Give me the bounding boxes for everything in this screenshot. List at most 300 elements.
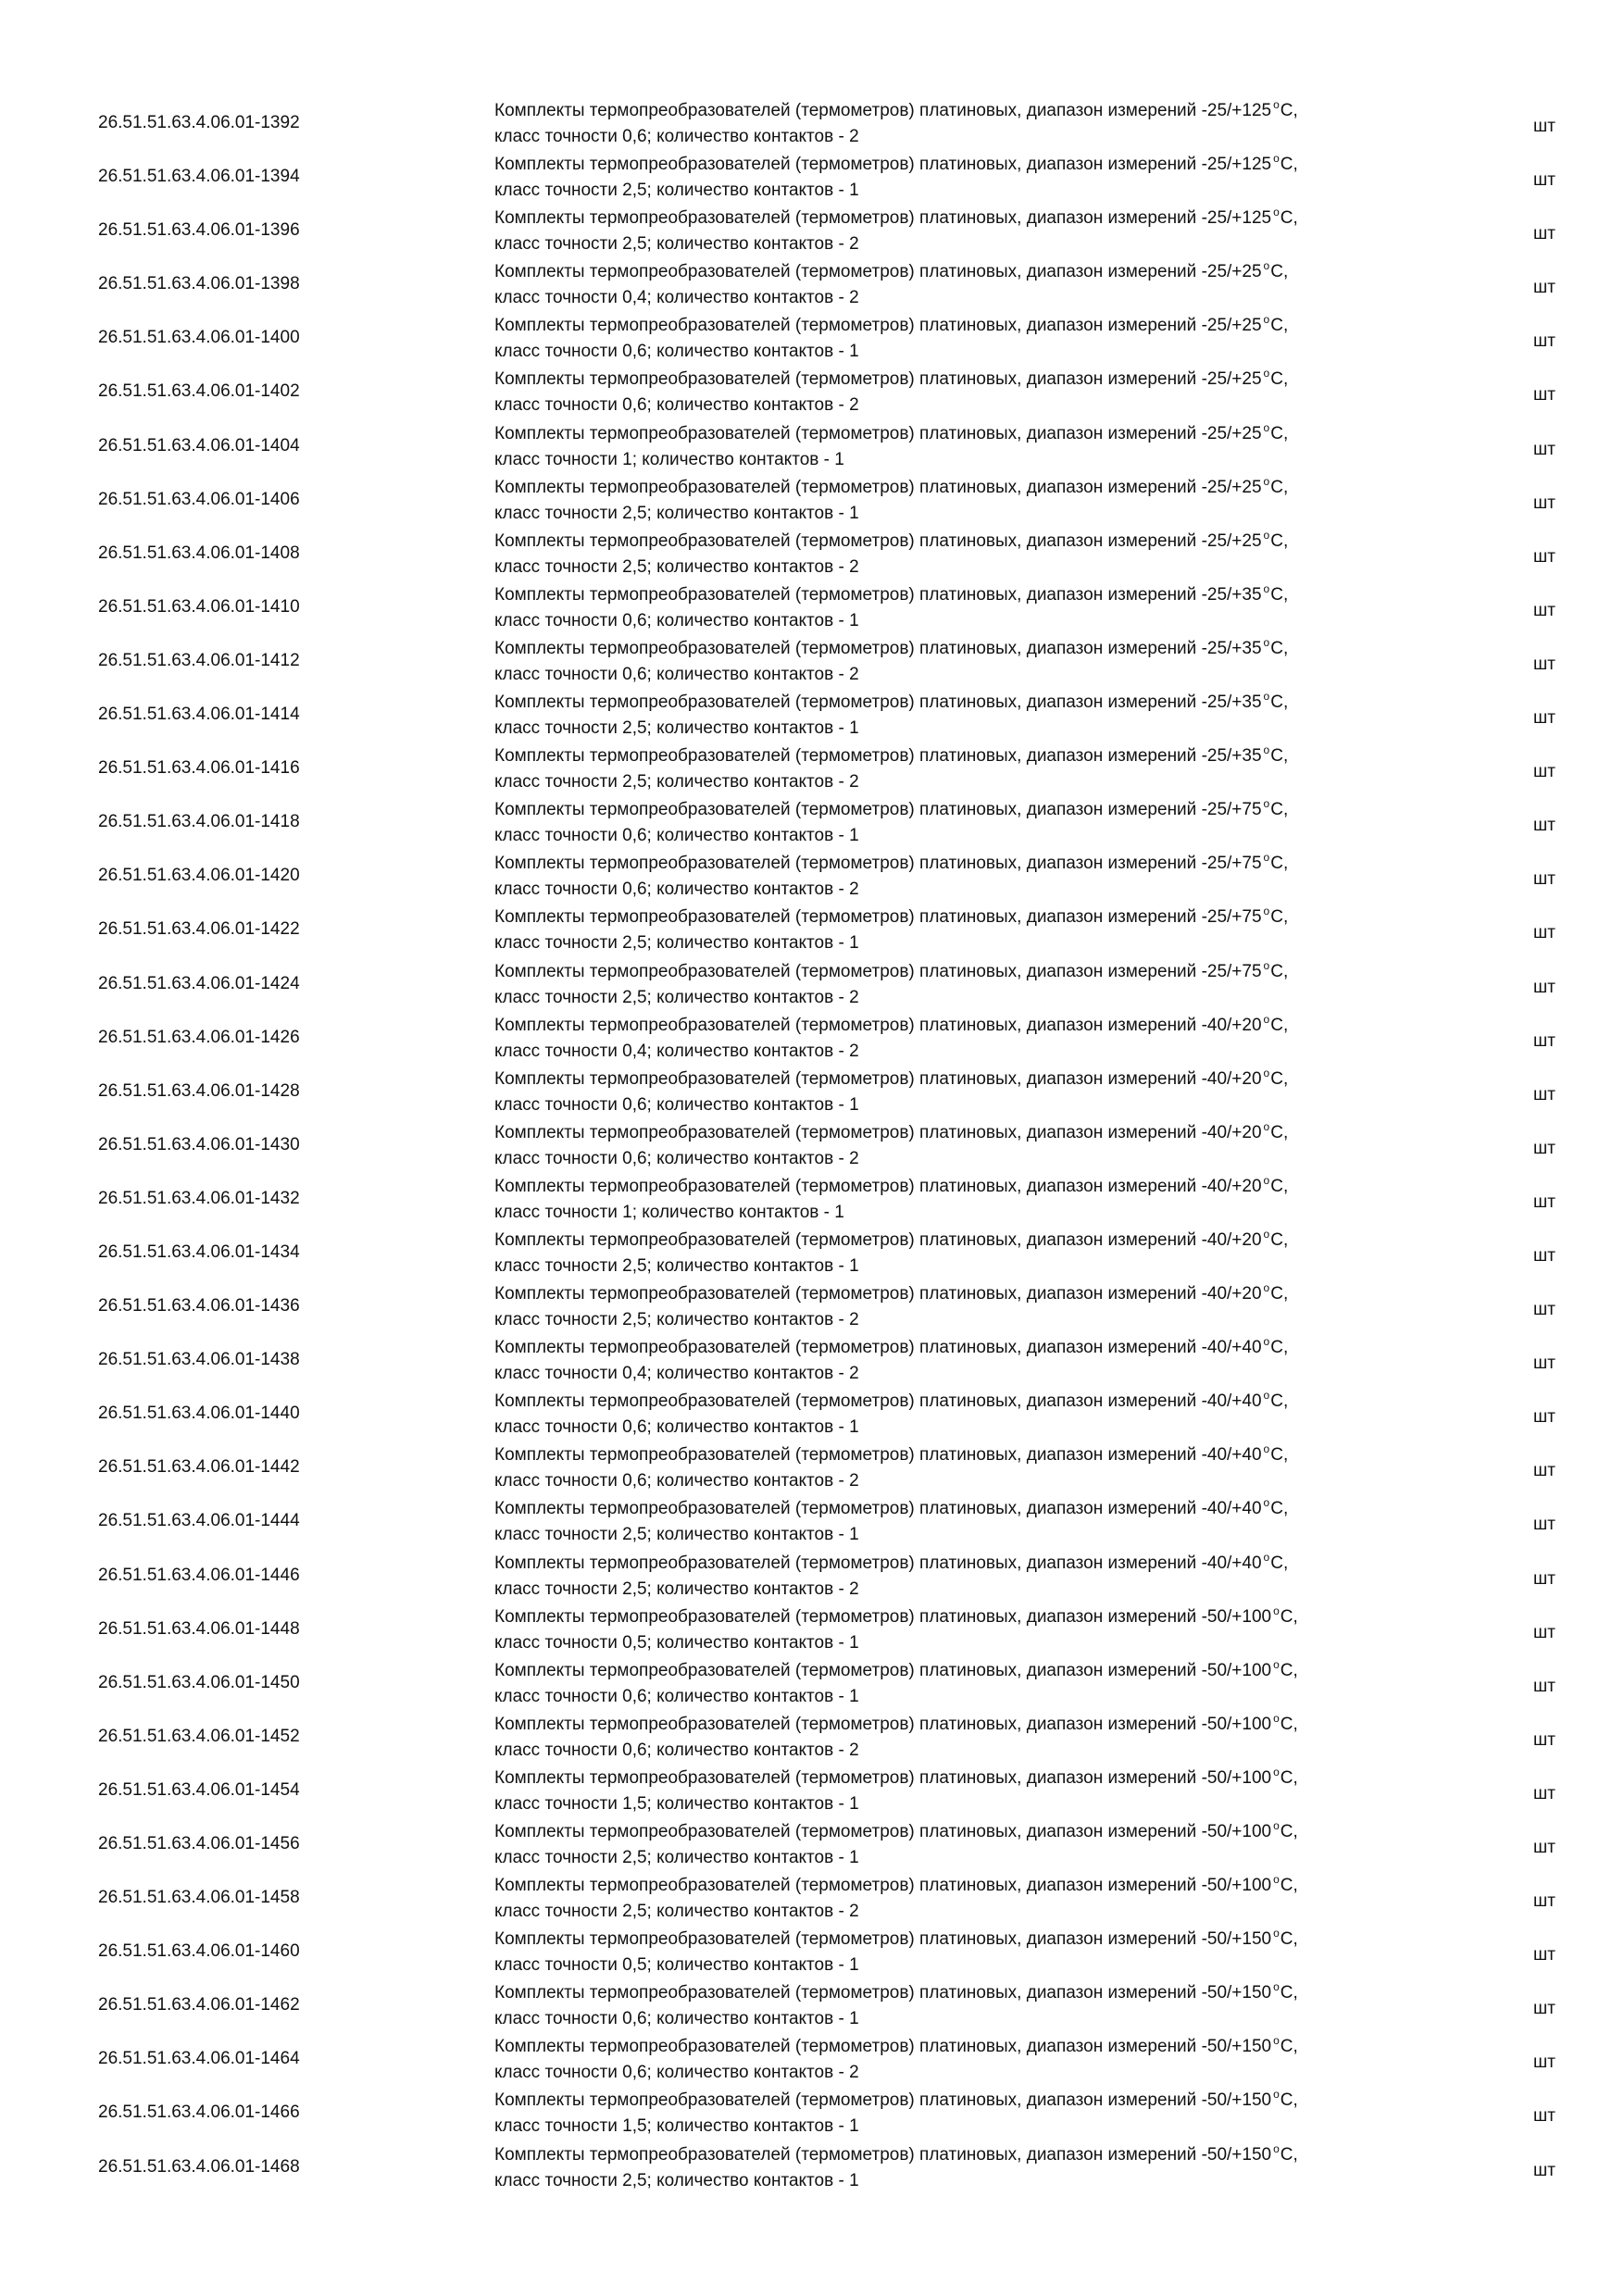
description-line-2: класс точности 0,6; количество контактов - 1: [494, 610, 859, 630]
table-row: [98, 1978, 1561, 2032]
degree-sign: o: [1263, 958, 1270, 972]
item-unit: шт: [1533, 977, 1555, 997]
table-row: [98, 1764, 1561, 1817]
description-line-1: [494, 2088, 1494, 2114]
item-code: 26.51.51.63.4.06.01-1442: [98, 1457, 300, 1478]
description-unit-text: C,: [1280, 2144, 1298, 2165]
description-range-text: Комплекты термопреобразователей (термометров) платиновых, диапазон измерений -25/+25: [494, 316, 1262, 336]
description-range-text: Комплекты термопреобразователей (термометров) платиновых, диапазон измерений -25/+75: [494, 854, 1262, 874]
item-unit: шт: [1533, 1676, 1555, 1696]
description-range-text: Комплекты термопреобразователей (термометров) платиновых, диапазон измерений -40/+20: [494, 1068, 1262, 1089]
description-line-1: [494, 1658, 1494, 1684]
description-line-1: [494, 582, 1494, 608]
item-description: [494, 1658, 1494, 1710]
degree-sign: o: [1273, 1980, 1280, 1994]
description-line-2: класс точности 2,5; количество контактов - 1: [494, 933, 859, 954]
item-unit: шт: [1533, 1945, 1555, 1965]
description-range-text: Комплекты термопреобразователей (термометров) платиновых, диапазон измерений -40/+20: [494, 1229, 1262, 1250]
degree-sign: o: [1273, 2088, 1280, 2102]
description-unit-text: C,: [1280, 1929, 1298, 1950]
item-unit: шт: [1533, 1407, 1555, 1428]
item-description: [494, 797, 1494, 849]
item-code: 26.51.51.63.4.06.01-1402: [98, 381, 300, 402]
description-range-text: Комплекты термопреобразователей (термометров) платиновых, диапазон измерений -50/+150: [494, 1929, 1272, 1950]
item-unit: шт: [1533, 1354, 1555, 1374]
description-line-2: класс точности 0,6; количество контактов - 2: [494, 127, 859, 146]
description-range-text: Комплекты термопреобразователей (термометров) платиновых, диапазон измерений -25/+35: [494, 638, 1262, 658]
degree-sign: o: [1263, 259, 1270, 273]
item-code: 26.51.51.63.4.06.01-1460: [98, 1941, 300, 1962]
description-line-1: [494, 690, 1494, 716]
degree-sign: o: [1273, 1657, 1280, 1671]
item-unit: шт: [1533, 1838, 1555, 1857]
table-row: [98, 903, 1561, 956]
degree-sign: o: [1263, 635, 1270, 649]
degree-sign: o: [1273, 1819, 1280, 1832]
degree-sign: o: [1273, 152, 1280, 166]
description-line-2: класс точности 0,5; количество контактов - 1: [494, 1632, 859, 1653]
item-description: [494, 582, 1494, 634]
degree-sign: o: [1263, 797, 1270, 811]
description-line-2: класс точности 2,5; количество контактов - 2: [494, 1902, 859, 1922]
degree-sign: o: [1273, 206, 1280, 219]
table-row: [98, 1656, 1561, 1710]
degree-sign: o: [1273, 2141, 1280, 2155]
item-unit: шт: [1533, 654, 1555, 674]
description-line-1: [494, 1228, 1494, 1254]
item-code: 26.51.51.63.4.06.01-1432: [98, 1188, 300, 1208]
description-line-2: класс точности 0,6; количество контактов - 2: [494, 395, 859, 416]
table-row: [98, 1333, 1561, 1387]
item-unit: шт: [1533, 493, 1555, 513]
item-unit: шт: [1533, 2160, 1555, 2180]
description-line-1: [494, 259, 1494, 285]
item-unit: шт: [1533, 331, 1555, 352]
item-code: 26.51.51.63.4.06.01-1416: [98, 758, 300, 779]
description-range-text: Комплекты термопреобразователей (термометров) платиновых, диапазон измерений -40/+20: [494, 1015, 1262, 1035]
description-unit-text: C,: [1270, 693, 1289, 713]
description-line-2: класс точности 2,5; количество контактов - 1: [494, 1525, 859, 1545]
description-line-1: [494, 1873, 1494, 1899]
table-row: [98, 2086, 1561, 2140]
description-line-1: [494, 1766, 1494, 1791]
description-line-2: класс точности 1; количество контактов - 1: [494, 1202, 844, 1222]
description-line-2: класс точности 0,4; количество контактов - 2: [494, 1364, 859, 1384]
description-line-2: класс точности 2,5; количество контактов - 1: [494, 181, 859, 201]
item-unit: шт: [1533, 1300, 1555, 1320]
description-range-text: Комплекты термопреобразователей (термометров) платиновых, диапазон измерений -25/+75: [494, 907, 1262, 928]
item-unit: шт: [1533, 1999, 1555, 2019]
description-line-2: класс точности 2,5; количество контактов - 2: [494, 772, 859, 792]
description-line-2: класс точности 0,6; количество контактов - 1: [494, 342, 859, 362]
item-code: 26.51.51.63.4.06.01-1404: [98, 435, 300, 455]
description-range-text: Комплекты термопреобразователей (термометров) платиновых, диапазон измерений -25/+125: [494, 208, 1272, 229]
description-unit-text: C,: [1270, 1284, 1289, 1304]
item-description: [494, 1980, 1494, 2032]
item-description: [494, 690, 1494, 742]
description-line-1: [494, 475, 1494, 501]
item-description: [494, 1551, 1494, 1603]
description-unit-text: C,: [1270, 1176, 1289, 1196]
table-row: [98, 1226, 1561, 1279]
table-row: [98, 1817, 1561, 1871]
item-unit: шт: [1533, 1138, 1555, 1158]
description-unit-text: C,: [1270, 1445, 1289, 1466]
description-unit-text: C,: [1270, 1015, 1289, 1035]
description-range-text: Комплекты термопреобразователей (термометров) платиновых, диапазон измерений -25/+25: [494, 423, 1262, 443]
table-row: [98, 150, 1561, 204]
degree-sign: o: [1263, 851, 1270, 865]
item-code: 26.51.51.63.4.06.01-1444: [98, 1511, 300, 1531]
description-unit-text: C,: [1270, 477, 1289, 497]
item-code: 26.51.51.63.4.06.01-1434: [98, 1242, 300, 1262]
item-table: [98, 96, 1561, 2194]
description-unit-text: C,: [1270, 1122, 1289, 1142]
item-unit: шт: [1533, 224, 1555, 244]
description-line-1: [494, 1819, 1494, 1845]
description-unit-text: C,: [1270, 1068, 1289, 1089]
description-range-text: Комплекты термопреобразователей (термометров) платиновых, диапазон измерений -40/+40: [494, 1338, 1262, 1358]
item-description: [494, 1873, 1494, 1925]
table-row: [98, 795, 1561, 849]
degree-sign: o: [1263, 581, 1270, 595]
description-line-2: класс точности 0,6; количество контактов - 1: [494, 1094, 859, 1115]
item-code: 26.51.51.63.4.06.01-1446: [98, 1565, 300, 1585]
description-line-2: класс точности 1; количество контактов - 1: [494, 449, 844, 469]
description-unit-text: C,: [1280, 1606, 1298, 1627]
description-line-1: [494, 959, 1494, 985]
degree-sign: o: [1263, 1335, 1270, 1349]
item-description: [494, 1281, 1494, 1333]
degree-sign: o: [1263, 1496, 1270, 1510]
degree-sign: o: [1263, 528, 1270, 542]
description-range-text: Комплекты термопреобразователей (термометров) платиновых, диапазон измерений -50/+100: [494, 1714, 1272, 1734]
item-description: [494, 1335, 1494, 1387]
item-unit: шт: [1533, 278, 1555, 298]
table-row: [98, 527, 1561, 580]
description-line-2: класс точности 0,6; количество контактов - 2: [494, 1740, 859, 1760]
item-code: 26.51.51.63.4.06.01-1418: [98, 812, 300, 832]
table-row: [98, 634, 1561, 688]
item-unit: шт: [1533, 439, 1555, 459]
description-line-2: класс точности 2,5; количество контактов - 1: [494, 2170, 859, 2190]
item-unit: шт: [1533, 1729, 1555, 1750]
description-line-1: [494, 1927, 1494, 1953]
description-range-text: Комплекты термопреобразователей (термометров) платиновых, диапазон измерений -25/+35: [494, 746, 1262, 767]
description-line-1: [494, 1551, 1494, 1577]
description-unit-text: C,: [1270, 800, 1289, 820]
description-line-2: класс точности 0,4; количество контактов - 2: [494, 1041, 859, 1061]
item-description: [494, 98, 1494, 150]
item-unit: шт: [1533, 1891, 1555, 1912]
degree-sign: o: [1273, 1765, 1280, 1778]
item-description: [494, 1389, 1494, 1441]
description-unit-text: C,: [1270, 423, 1289, 443]
table-row: [98, 1549, 1561, 1603]
description-line-2: класс точности 0,6; количество контактов - 1: [494, 1417, 859, 1438]
description-line-1: [494, 636, 1494, 662]
table-row: [98, 1441, 1561, 1494]
degree-sign: o: [1263, 1281, 1270, 1295]
table-row: [98, 1279, 1561, 1333]
description-line-2: класс точности 0,6; количество контактов - 1: [494, 826, 859, 846]
item-unit: шт: [1533, 762, 1555, 782]
item-description: [494, 1174, 1494, 1226]
item-code: 26.51.51.63.4.06.01-1398: [98, 274, 300, 294]
degree-sign: o: [1263, 474, 1270, 488]
description-range-text: Комплекты термопреобразователей (термометров) платиновых, диапазон измерений -40/+20: [494, 1122, 1262, 1142]
description-line-1: [494, 313, 1494, 339]
degree-sign: o: [1263, 420, 1270, 434]
table-row: [98, 1065, 1561, 1118]
description-line-1: [494, 1120, 1494, 1146]
item-description: [494, 2088, 1494, 2140]
item-code: 26.51.51.63.4.06.01-1458: [98, 1888, 300, 1908]
description-line-2: класс точности 2,5; количество контактов - 2: [494, 1310, 859, 1330]
description-range-text: Комплекты термопреобразователей (термометров) платиновых, диапазон измерений -50/+100: [494, 1606, 1272, 1627]
item-unit: шт: [1533, 2053, 1555, 2073]
description-range-text: Комплекты термопреобразователей (термометров) платиновых, диапазон измерений -50/+150: [494, 2090, 1272, 2111]
description-line-2: класс точности 2,5; количество контактов - 1: [494, 503, 859, 523]
item-description: [494, 1067, 1494, 1118]
degree-sign: o: [1273, 2034, 1280, 2048]
item-unit: шт: [1533, 1030, 1555, 1051]
item-description: [494, 1712, 1494, 1764]
table-row: [98, 2032, 1561, 2086]
degree-sign: o: [1273, 98, 1280, 111]
item-unit: шт: [1533, 2106, 1555, 2127]
item-code: 26.51.51.63.4.06.01-1392: [98, 113, 300, 132]
table-row: [98, 2140, 1561, 2194]
table-row: [98, 1871, 1561, 1925]
description-line-1: [494, 2034, 1494, 2060]
description-unit-text: C,: [1270, 746, 1289, 767]
item-code: 26.51.51.63.4.06.01-1440: [98, 1404, 300, 1424]
table-row: [98, 311, 1561, 365]
description-line-2: класс точности 2,5; количество контактов - 2: [494, 1578, 859, 1599]
description-line-2: класс точности 0,6; количество контактов - 2: [494, 2063, 859, 2083]
description-unit-text: C,: [1270, 854, 1289, 874]
description-line-1: [494, 1067, 1494, 1092]
item-unit: шт: [1533, 117, 1555, 136]
description-unit-text: C,: [1280, 1660, 1298, 1680]
item-unit: шт: [1533, 708, 1555, 729]
table-row: [98, 473, 1561, 527]
table-row: [98, 1387, 1561, 1441]
description-range-text: Комплекты термопреобразователей (термометров) платиновых, диапазон измерений -25/+125: [494, 155, 1272, 175]
degree-sign: o: [1263, 905, 1270, 918]
description-range-text: Комплекты термопреобразователей (термометров) платиновых, диапазон измерений -40/+40: [494, 1445, 1262, 1466]
description-line-2: класс точности 1,5; количество контактов - 1: [494, 1793, 859, 1814]
description-line-1: [494, 1604, 1494, 1630]
item-unit: шт: [1533, 869, 1555, 890]
description-range-text: Комплекты термопреобразователей (термометров) платиновых, диапазон измерений -25/+35: [494, 693, 1262, 713]
degree-sign: o: [1263, 1012, 1270, 1026]
description-unit-text: C,: [1280, 101, 1298, 120]
description-unit-text: C,: [1280, 2090, 1298, 2111]
description-range-text: Комплекты термопреобразователей (термометров) платиновых, диапазон измерений -50/+150: [494, 2144, 1272, 2165]
description-unit-text: C,: [1270, 316, 1289, 336]
description-range-text: Комплекты термопреобразователей (термометров) платиновых, диапазон измерений -50/+100: [494, 1660, 1272, 1680]
description-unit-text: C,: [1270, 369, 1289, 390]
description-range-text: Комплекты термопреобразователей (термометров) платиновых, диапазон измерений -25/+75: [494, 961, 1262, 981]
item-unit: шт: [1533, 546, 1555, 567]
description-line-1: [494, 797, 1494, 823]
description-line-1: [494, 1013, 1494, 1039]
description-line-1: [494, 1442, 1494, 1468]
table-row: [98, 1925, 1561, 1978]
item-code: 26.51.51.63.4.06.01-1438: [98, 1350, 300, 1370]
item-description: [494, 905, 1494, 956]
table-row: [98, 688, 1561, 742]
description-range-text: Комплекты термопреобразователей (термометров) платиновых, диапазон измерений -40/+20: [494, 1176, 1262, 1196]
item-description: [494, 636, 1494, 688]
description-unit-text: C,: [1280, 1714, 1298, 1734]
item-unit: шт: [1533, 170, 1555, 191]
item-code: 26.51.51.63.4.06.01-1394: [98, 167, 300, 187]
item-code: 26.51.51.63.4.06.01-1424: [98, 973, 300, 993]
description-range-text: Комплекты термопреобразователей (термометров) платиновых, диапазон измерений -40/+40: [494, 1391, 1262, 1412]
description-line-2: класс точности 2,5; количество контактов - 1: [494, 1848, 859, 1867]
description-line-2: класс точности 0,6; количество контактов - 2: [494, 880, 859, 900]
description-unit-text: C,: [1280, 208, 1298, 229]
description-range-text: Комплекты термопреобразователей (термометров) платиновых, диапазон измерений -50/+150: [494, 2037, 1272, 2057]
item-description: [494, 313, 1494, 365]
description-line-1: [494, 1389, 1494, 1415]
item-code: 26.51.51.63.4.06.01-1466: [98, 2103, 300, 2123]
item-code: 26.51.51.63.4.06.01-1430: [98, 1134, 300, 1154]
description-line-1: [494, 206, 1494, 231]
item-unit: шт: [1533, 816, 1555, 836]
item-unit: шт: [1533, 1622, 1555, 1642]
item-description: [494, 1013, 1494, 1065]
description-unit-text: C,: [1270, 584, 1289, 605]
item-description: [494, 421, 1494, 473]
degree-sign: o: [1273, 1711, 1280, 1725]
description-line-1: [494, 1335, 1494, 1361]
item-description: [494, 1496, 1494, 1548]
description-line-2: класс точности 2,5; количество контактов - 1: [494, 718, 859, 739]
description-range-text: Комплекты термопреобразователей (термометров) платиновых, диапазон измерений -40/+20: [494, 1284, 1262, 1304]
description-line-2: класс точности 2,5; количество контактов - 2: [494, 234, 859, 255]
table-row: [98, 1494, 1561, 1548]
item-code: 26.51.51.63.4.06.01-1452: [98, 1726, 300, 1746]
description-range-text: Комплекты термопреобразователей (термометров) платиновых, диапазон измерений -25/+125: [494, 101, 1272, 120]
table-row: [98, 419, 1561, 473]
item-unit: шт: [1533, 1568, 1555, 1589]
description-unit-text: C,: [1270, 1499, 1289, 1519]
table-row: [98, 957, 1561, 1011]
description-unit-text: C,: [1270, 961, 1289, 981]
item-description: [494, 743, 1494, 795]
item-code: 26.51.51.63.4.06.01-1414: [98, 705, 300, 725]
item-code: 26.51.51.63.4.06.01-1462: [98, 1995, 300, 2015]
description-unit-text: C,: [1270, 1338, 1289, 1358]
item-code: 26.51.51.63.4.06.01-1454: [98, 1779, 300, 1800]
description-range-text: Комплекты термопреобразователей (термометров) платиновых, диапазон измерений -25/+25: [494, 477, 1262, 497]
description-line-1: [494, 1281, 1494, 1307]
item-code: 26.51.51.63.4.06.01-1468: [98, 2156, 300, 2177]
degree-sign: o: [1273, 1927, 1280, 1940]
item-unit: шт: [1533, 1084, 1555, 1104]
item-code: 26.51.51.63.4.06.01-1396: [98, 220, 300, 241]
degree-sign: o: [1263, 367, 1270, 381]
item-unit: шт: [1533, 600, 1555, 620]
table-row: [98, 1603, 1561, 1656]
description-line-1: [494, 421, 1494, 447]
description-unit-text: C,: [1270, 907, 1289, 928]
item-description: [494, 475, 1494, 527]
table-row: [98, 1011, 1561, 1065]
degree-sign: o: [1263, 690, 1270, 704]
item-code: 26.51.51.63.4.06.01-1464: [98, 2049, 300, 2069]
description-unit-text: C,: [1270, 1553, 1289, 1573]
description-unit-text: C,: [1270, 262, 1289, 282]
description-range-text: Комплекты термопреобразователей (термометров) платиновых, диапазон измерений -25/+25: [494, 262, 1262, 282]
item-code: 26.51.51.63.4.06.01-1448: [98, 1618, 300, 1639]
degree-sign: o: [1263, 1173, 1270, 1187]
description-line-1: [494, 98, 1494, 124]
degree-sign: o: [1263, 1389, 1270, 1403]
item-description: [494, 1604, 1494, 1656]
item-code: 26.51.51.63.4.06.01-1406: [98, 489, 300, 509]
item-code: 26.51.51.63.4.06.01-1456: [98, 1834, 300, 1853]
item-unit: шт: [1533, 1192, 1555, 1212]
description-line-1: [494, 152, 1494, 178]
item-unit: шт: [1533, 1783, 1555, 1803]
item-code: 26.51.51.63.4.06.01-1426: [98, 1027, 300, 1047]
description-line-2: класс точности 0,4; количество контактов - 2: [494, 288, 859, 308]
description-line-2: класс точности 0,5; количество контактов - 1: [494, 1955, 859, 1976]
item-unit: шт: [1533, 1461, 1555, 1481]
description-range-text: Комплекты термопреобразователей (термометров) платиновых, диапазон измерений -50/+100: [494, 1822, 1272, 1841]
degree-sign: o: [1263, 313, 1270, 327]
item-description: [494, 1819, 1494, 1871]
item-code: 26.51.51.63.4.06.01-1408: [98, 543, 300, 563]
description-line-2: класс точности 0,6; количество контактов - 2: [494, 1148, 859, 1168]
description-unit-text: C,: [1280, 1876, 1298, 1896]
item-code: 26.51.51.63.4.06.01-1436: [98, 1296, 300, 1316]
description-range-text: Комплекты термопреобразователей (термометров) платиновых, диапазон измерений -25/+35: [494, 584, 1262, 605]
item-code: 26.51.51.63.4.06.01-1410: [98, 596, 300, 617]
degree-sign: o: [1273, 1873, 1280, 1887]
description-unit-text: C,: [1270, 1229, 1289, 1250]
item-code: 26.51.51.63.4.06.01-1422: [98, 919, 300, 940]
item-description: [494, 529, 1494, 580]
degree-sign: o: [1263, 1442, 1270, 1456]
description-line-2: класс точности 1,5; количество контактов - 1: [494, 2116, 859, 2137]
description-range-text: Комплекты термопреобразователей (термометров) платиновых, диапазон измерений -40/+40: [494, 1499, 1262, 1519]
description-range-text: Комплекты термопреобразователей (термометров) платиновых, диапазон измерений -25/+25: [494, 369, 1262, 390]
item-description: [494, 1228, 1494, 1279]
table-row: [98, 204, 1561, 257]
degree-sign: o: [1273, 1603, 1280, 1617]
description-unit-text: C,: [1270, 638, 1289, 658]
description-unit-text: C,: [1270, 530, 1289, 551]
description-range-text: Комплекты термопреобразователей (термометров) платиновых, диапазон измерений -50/+100: [494, 1876, 1272, 1896]
description-line-2: класс точности 0,6; количество контактов - 2: [494, 664, 859, 684]
description-unit-text: C,: [1280, 2037, 1298, 2057]
degree-sign: o: [1263, 743, 1270, 757]
item-description: [494, 2034, 1494, 2086]
description-line-1: [494, 1174, 1494, 1200]
description-unit-text: C,: [1280, 1983, 1298, 2003]
item-description: [494, 1442, 1494, 1494]
table-row: [98, 96, 1561, 150]
description-range-text: Комплекты термопреобразователей (термометров) платиновых, диапазон измерений -50/+150: [494, 1983, 1272, 2003]
description-line-1: [494, 2142, 1494, 2168]
table-row: [98, 580, 1561, 634]
